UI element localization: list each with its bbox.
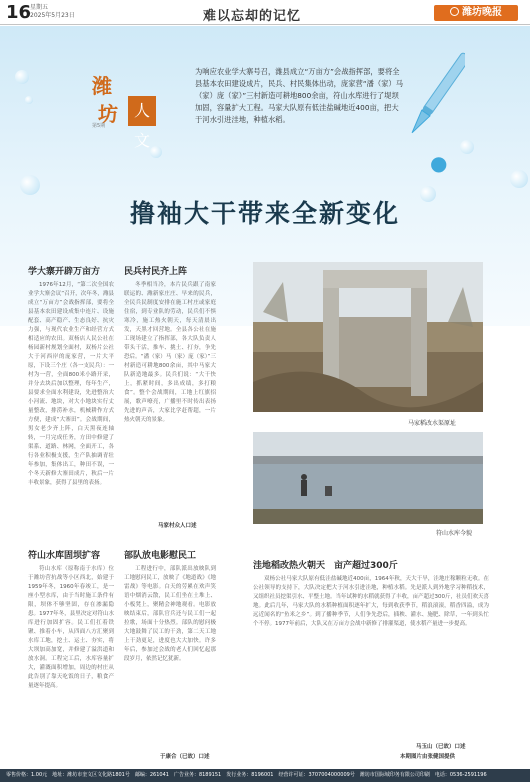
page-number: 16	[6, 2, 32, 23]
bubble-decoration	[20, 175, 40, 195]
weekday: 星期五	[30, 4, 49, 11]
brand-name: 潍坊晚报	[462, 7, 502, 18]
article-title: 符山水库固坝扩容	[28, 551, 101, 561]
article-body: 双杨公社马家大队原有低洼盐碱地近400亩，1964年秋，天大干旱，洼地庄稼颗粒无收。在公社领导的支持下，大队决定把大于河水引进洼地，种植水稻。先是派人到外地学习种稻技术，又组织社员挖渠引水、平整土地。当年试种的水稻就获得了丰收，亩产超过300斤，社员们欢天喜地。此后几年，马家大队的水稻种植面积逐年扩大，每到收获季节，稻浪滚滚，稻香四溢，成为远近闻名的“鱼米之乡”。到了播种季节，人们争先恐后，插秧、灌水、施肥、除草，一年到头忙个不停。1977年前后，大队又在万亩方会战中新修了排灌渠道，使水稻产量进一步提高。	[253, 576, 489, 627]
column-logo-char: 坊	[98, 102, 118, 126]
brand-logo	[434, 5, 518, 21]
column-logo-issue: 第5期	[92, 123, 106, 129]
section-title: 难以忘却的记忆	[203, 9, 302, 24]
article-title: 部队放电影慰民工	[124, 551, 197, 561]
page-footer: 零售价格：1.00元 地址：潍坊市奎文区文化路1801号 邮编：261041 广告业务：8189151 发行业务：8196001 经营许可证：3707004000009号 潍坊市国际城印务有限公司印刷 电话：0536-2591196	[0, 769, 530, 782]
fountain-pen-icon	[405, 40, 465, 160]
column-logo-seal: 人文	[128, 96, 156, 126]
page-headline: 撸袖大干带来全新变化	[129, 199, 400, 228]
article-body: 1976年12月，“第二次全国农业学大寨会议”召开，次年冬，潍县成立“万亩方”会战指挥部，要将全县基本农田建设成集中连片、设施配套、高产稳产、生态良好、抗灾力强，与现代农业生产和经营方式相适应的农田。双杨店人民公社在杨园新村规划全面村，双杨片公社大于河西岸的庞家营，一片大平原，下设三个庄（各一支民兵）：一村为一营，全面800米小路开采，并分去块后加以整理，每年生产，县要求全面水利建设，先进整治大小河流、地块，对大小地块实行丈量整改，排涝补水，机械耕作方式方便，建成“大寨田”。会战期间，男女老少齐上阵，白天黑夜连轴转，一月完成任务，方田中修建了渠系、道路、林网，全面开工，各行各业积极支援，生产队抽调青壮年参加，集体出工，种田不误，一个冬天新修大寨田成片，秋后一片丰收景象，获得了县里的表扬。	[28, 282, 114, 486]
column-logo-char: 潍	[92, 74, 112, 98]
date: 2025年5月23日	[30, 12, 75, 19]
photo-reservoir	[253, 432, 483, 524]
article-body: 符山水库（原称南于水库）位于潍坊营抗战等小区西北，始建于1959年冬，1960年春竣工，是一座小型水库，由于当时施工条件有限，坝体不够坚固，存在渗漏隐患。1977年冬，县里决定对符山水库进行加固扩容。民工们扛着铁锹、推着小车，从四面八方汇聚到水库工地，挖土、运土、夯实，将大坝加高加宽，并修建了溢洪道和放水洞。工程完工后，水库容量扩大，灌溉面积增加，周边的村庄从此告别了靠天吃饭的日子，粮食产量逐年提高。	[28, 566, 114, 689]
bubble-decoration	[510, 170, 528, 188]
article-title: 民兵村民齐上阵	[124, 267, 188, 277]
article-byline: 于康合（已故）口述	[160, 754, 210, 760]
article-body: 工程进行中，部队派出放映队到工地慰问民工，放映了《地道战》《地雷战》等电影。白天的劳累在欢声笑语中烟消云散，民工们坐在土堆上、小板凳上，聚精会神地观看。电影放映结束后，部队官兵还与民工们一起拉歌，场面十分热烈。部队的慰问极大地鼓舞了民工的干劲，第二天工地上干劲更足，进度也大大加快。许多年后，参加过会战的老人们回忆起那段岁月，依然记忆犹新。	[124, 566, 216, 662]
bubble-decoration	[15, 70, 29, 84]
reservoir-image	[253, 432, 483, 524]
column-logo	[90, 66, 160, 150]
ink-drop-icon: ●	[430, 151, 448, 175]
bubble-decoration	[150, 146, 162, 158]
photo-caption: 符山水库今貌	[436, 530, 473, 537]
photo-caption: 马家稻改水渠原址	[408, 420, 457, 427]
dateline	[30, 4, 75, 20]
article-body: 冬季相当冷，本片民兵跟了南家联运的、潍新家庄庄、早来的民兵，全民兵民制度安排在施工村庄或家庭住宿，到专业队的劳动，民兵们不惧寒冷，施工热火朝天，每天清晨出发，天黑才回营地。全县各公社在施工现场建立了指挥部，各大队负责人带头干活，推车、挑土、打夯，争先恐后。“潘（家）马（家）庞（家）”三村新造可耕地800余亩，其中马家大队新造地最多。民兵们说：“大干快上，抓紧时间，多出成绩，多打粮食”。整个会战期间，工地上红旗招展，歌声嘹亮，广播里不时传出表扬先进的声音，大家比学赶帮超，一片热火朝天的景象。	[124, 282, 216, 423]
header-divider	[0, 24, 530, 25]
bubble-decoration	[25, 96, 33, 104]
article-title: 洼地稻改热火朝天 亩产超过300斤	[253, 561, 398, 571]
brand-logo-icon	[450, 7, 459, 16]
intro-paragraph: 为响应农业学大寨号召，潍县成立“万亩方”会战指挥部，要将全县基本农田建设成片，民兵、村民集体出动，庞家营“潘（家）马（家）庞（家）”三村新造可耕地800余亩，符山水库进行了堤坝加固，容量扩大工程。马家大队原有低洼盐碱地近400亩，把大于河水引进洼地，种植水稻。	[195, 67, 404, 124]
article-byline: 马家村众人口述	[158, 523, 197, 529]
photo-canal-site	[253, 262, 483, 412]
canal-ruin-image	[253, 262, 483, 412]
article-byline: 马玉山（已故）口述	[416, 744, 466, 750]
article-title: 学大寨开辟万亩方	[28, 267, 101, 277]
photo-credit: 本期图片由张健国提供	[400, 754, 456, 760]
